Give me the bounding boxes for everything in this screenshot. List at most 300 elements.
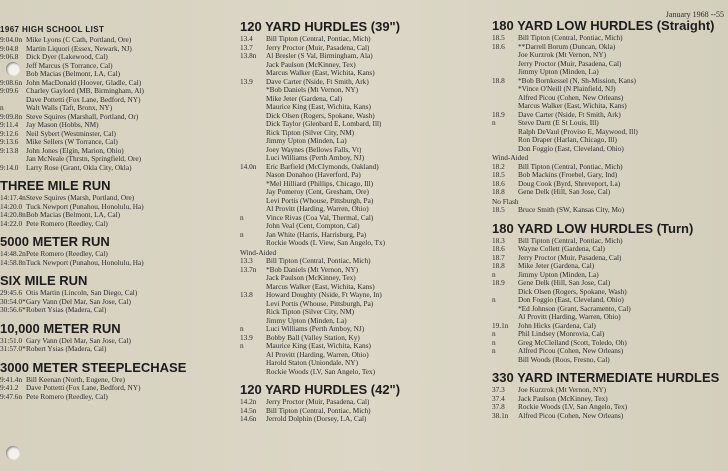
result-row <box>492 145 728 154</box>
athlete-entry: Gary Vann (Del Mar, San Jose, Cal) <box>26 297 131 306</box>
result-row <box>0 87 232 96</box>
athlete-entry: Ron Draper (Harlan, Chicago, Ill) <box>518 136 617 144</box>
athlete-entry: *Bob Bornkessel (N, Sh-Mission, Kans) <box>518 76 636 85</box>
athlete-entry: Pete Romero (Reedley, Cal) <box>26 250 108 258</box>
left-column <box>0 15 232 401</box>
result-time: 37.4 <box>492 393 505 403</box>
athlete-entry: John Hicks (Gardena, Cal) <box>518 321 596 330</box>
result-time: n <box>492 295 496 304</box>
athlete-entry: *Ed Johnson (Grant, Sacramento, Cal) <box>518 304 631 313</box>
result-row <box>492 128 728 137</box>
athlete-entry: John Jones (Elgin, Marion, Ohio) <box>26 146 124 155</box>
athlete-entry: Bobby Ball (Valley Station, Ky) <box>266 333 360 342</box>
result-time: 14:20.0 <box>0 201 23 211</box>
result-time: 37.8 <box>492 402 505 411</box>
athlete-entry: Joe Kurzrok (Mt Vernon, NY) <box>518 386 607 394</box>
result-row <box>0 194 232 203</box>
section-heading: 180 YARD LOW HURDLES (Turn) <box>492 220 694 236</box>
result-row <box>492 322 728 331</box>
athlete-entry: Don Foggio (East, Cleveland, Ohio) <box>518 144 624 153</box>
result-row <box>240 222 490 231</box>
athlete-entry: Mike Jeter (Gardena, Cal) <box>266 94 343 103</box>
athlete-entry: Jan White (Harris, Harrisburg, Pa) <box>266 230 367 239</box>
athlete-entry: Jay Pomeroy (Cent, Gresham, Ore) <box>266 188 369 196</box>
result-time: 9:14.0 <box>0 162 19 172</box>
result-row <box>492 296 728 305</box>
result-row <box>0 79 232 88</box>
result-time: 9:13.8 <box>0 145 19 155</box>
result-row <box>240 407 490 416</box>
result-row <box>240 137 490 146</box>
athlete-entry: Eric Barfield (McClymonds, Oakland) <box>266 162 379 171</box>
result-row <box>240 239 490 248</box>
result-row <box>0 376 232 385</box>
result-row <box>240 129 490 138</box>
result-row <box>240 274 490 283</box>
result-time: 18.3 <box>492 235 505 245</box>
result-time: 14.0n <box>240 161 257 171</box>
result-row <box>240 283 490 292</box>
result-time <box>240 61 266 70</box>
athlete-entry: Dave Carter (Nside, Ft Smith, Ark) <box>266 77 369 86</box>
athlete-entry: Steve Squires (Marsh, Portland, Ore) <box>26 194 135 202</box>
result-row <box>0 45 232 54</box>
result-row <box>492 136 728 145</box>
result-time <box>240 137 266 146</box>
athlete-entry: Robert Ysias (Madera, Cal) <box>26 345 107 353</box>
result-row <box>240 308 490 317</box>
result-time: 9:11.4 <box>0 120 19 129</box>
athlete-entry: Howard Doughty (Nside, Ft Wayne, In) <box>266 291 382 299</box>
athlete-entry: Jeff Marcus (S Torrance, Cal) <box>26 61 113 70</box>
result-row <box>240 163 490 172</box>
result-time <box>240 112 266 121</box>
result-row <box>492 313 728 322</box>
athlete-entry: Gene Delk (Hill, San Jose, Cal) <box>518 279 611 287</box>
result-time <box>492 85 518 94</box>
athlete-entry: Bill Keenan (North, Eugene, Ore) <box>26 375 125 384</box>
result-row <box>240 317 490 326</box>
athlete-entry: Al Bresler (S Val, Birmingham, Ala) <box>266 52 373 60</box>
section-heading: 3000 METER STEEPLECHASE <box>0 359 187 375</box>
result-row <box>492 77 728 86</box>
result-time: 18.5 <box>492 33 505 42</box>
section-heading: 5000 METER RUN <box>0 234 110 249</box>
section-heading: Wind-Aided <box>240 247 277 257</box>
result-time: 18.7 <box>492 252 505 262</box>
result-time: 13.8n <box>240 51 257 60</box>
athlete-entry: Dave Pottetti (Fox Lane, Bedford, NY) <box>26 95 141 104</box>
result-row <box>492 271 728 280</box>
result-row <box>492 386 728 395</box>
result-row <box>0 164 232 173</box>
athlete-entry: Otis Martin (Lincoln, San Diego, Cal) <box>26 289 138 297</box>
result-time: 13.4 <box>240 34 253 43</box>
athlete-entry: Marcus Walker (East, Wichita, Kans) <box>518 102 627 110</box>
result-row <box>240 112 490 121</box>
result-time: 18.6 <box>492 178 505 188</box>
result-row <box>492 347 728 356</box>
result-time <box>240 95 266 104</box>
athlete-entry: Jimmy Upton (Minden, La) <box>266 316 347 325</box>
result-row <box>492 237 728 246</box>
result-row <box>0 113 232 122</box>
result-row <box>0 384 232 393</box>
result-row <box>492 245 728 254</box>
result-row <box>492 163 728 172</box>
athlete-entry: Bill Tipton (Central, Pontiac, Mich) <box>266 35 371 43</box>
result-time: 38.1n <box>492 410 509 420</box>
result-time: 18.5 <box>492 205 505 214</box>
result-row <box>492 119 728 128</box>
result-time <box>240 274 266 283</box>
result-row <box>492 43 728 52</box>
result-row <box>0 250 232 259</box>
athlete-entry: Rick Tipton (Silver City, NM) <box>266 308 355 316</box>
athlete-entry: Bob Mackins (Froebel, Gary, Ind) <box>518 171 618 179</box>
section-heading: 120 YARD HURDLES (39") <box>240 19 401 34</box>
result-time: n <box>492 329 496 338</box>
athlete-entry: Robert Ysias (Madera, Cal) <box>26 306 107 314</box>
athlete-entry: Martin Liquori (Essex, Newark, NJ) <box>26 44 132 53</box>
athlete-entry: Harold Staton (Uniondale, NY) <box>266 359 359 367</box>
athlete-entry: Ralph DeVaul (Proviso E, Maywood, Ill) <box>518 127 638 136</box>
result-time: 14:17.4n <box>0 193 26 202</box>
result-time: 18.6 <box>492 244 505 253</box>
result-time: 9:04.0n <box>0 35 23 44</box>
result-time <box>492 305 518 314</box>
section-heading: 1967 HIGH SCHOOL LIST <box>0 25 105 34</box>
athlete-entry: Levi Portis (Whouse, Pittsburgh, Pa) <box>266 196 374 205</box>
athlete-entry: Bill Tipton (Central, Pontiac, Mich) <box>266 257 371 265</box>
athlete-entry: Bob Macias (Belmont, LA, Cal) <box>26 70 121 78</box>
result-row <box>0 53 232 62</box>
athlete-entry: Bill Tipton (Central, Pontiac, Mich) <box>266 406 371 415</box>
result-row <box>240 398 490 407</box>
result-time: 31:51.0 <box>0 335 23 345</box>
result-time <box>240 188 266 197</box>
athlete-entry: Jerrold Dolphin (Dorsey, LA, Cal) <box>266 415 367 423</box>
result-time: 13.3 <box>240 256 253 265</box>
athlete-entry: Marcus Walker (East, Wichita, Kans) <box>266 69 375 77</box>
result-time: 18.5 <box>492 170 505 179</box>
result-time: n <box>492 346 496 355</box>
result-row <box>240 291 490 300</box>
result-time: 13.8 <box>240 290 253 299</box>
athlete-entry: Pete Romero (Reedley, Cal) <box>26 392 108 401</box>
result-time <box>240 86 266 95</box>
result-row <box>492 34 728 43</box>
athlete-entry: Vince Rivas (Coa Val, Thermal, Cal) <box>266 213 374 222</box>
result-time <box>240 351 266 360</box>
result-row <box>0 70 232 79</box>
result-row <box>0 62 232 71</box>
athlete-entry: *Mel Hilliard (Phillips, Chicago, Ill) <box>266 179 374 188</box>
athlete-entry: Jerry Proctor (Muir, Pasadena, Cal) <box>266 43 370 52</box>
result-row <box>240 188 490 197</box>
result-row <box>240 266 490 275</box>
result-time <box>240 129 266 138</box>
result-row <box>0 289 232 298</box>
result-time: 19.1n <box>492 320 509 330</box>
result-time <box>240 308 266 317</box>
athlete-entry: Marcus Walker (East, Wichita, Kans) <box>266 282 375 291</box>
athlete-entry: Tuck Newport (Punahou, Honolulu, Ha) <box>26 258 144 267</box>
result-row <box>240 197 490 206</box>
result-time: 9:09.6 <box>0 86 19 95</box>
athlete-entry: Bill Tipton (Central, Pontiac, Mich) <box>518 236 623 245</box>
athlete-entry: Alfred Picou (Cohen, New Orleans) <box>518 93 624 102</box>
result-time: 18.8 <box>492 261 505 270</box>
result-row <box>240 86 490 95</box>
result-row <box>492 395 728 404</box>
result-time <box>492 136 518 145</box>
result-row <box>240 146 490 155</box>
athlete-entry: Walt Walls (Taft, Bronx, NY) <box>26 104 113 112</box>
result-time: 9:06.8 <box>0 52 19 61</box>
result-row <box>240 180 490 189</box>
result-time <box>492 51 518 60</box>
result-time <box>240 300 266 309</box>
section-heading: 10,000 METER RUN <box>0 320 121 336</box>
athlete-entry: Gary Vann (Del Mar, San Jose, Cal) <box>26 336 131 345</box>
athlete-entry: Jay Mason (Hobbs, NM) <box>26 121 99 129</box>
result-time: 18.8 <box>492 187 505 196</box>
result-row <box>492 262 728 271</box>
athlete-entry: Bill Tipton (Central, Pontiac, Mich) <box>518 34 623 42</box>
result-row <box>240 334 490 343</box>
result-time: 18.9 <box>492 109 505 119</box>
result-time: 30:54.0* <box>0 296 26 306</box>
result-row <box>0 211 232 220</box>
athlete-entry: Pete Romero (Reedley, Cal) <box>26 219 108 228</box>
result-row <box>492 254 728 263</box>
result-time: 9:09.8n <box>0 111 23 121</box>
result-row <box>0 36 232 45</box>
athlete-entry: Jack Paulson (McKinney, Tex) <box>266 274 356 282</box>
athlete-entry: Greg McClelland (Scott, Toledo, Oh) <box>518 338 627 347</box>
athlete-entry: Maurice King (East, Wichita, Kans) <box>266 103 371 111</box>
athlete-entry: Bruce Smith (SW, Kansas City, Mo) <box>518 206 625 214</box>
athlete-entry: Jimmy Upton (Minden, La) <box>518 270 599 279</box>
result-time <box>240 103 266 112</box>
athlete-entry: Tuck Newport (Punahou, Honolulu, Ha) <box>26 202 144 211</box>
section-heading: Wind-Aided <box>492 153 529 162</box>
result-time <box>492 60 518 69</box>
result-row <box>240 351 490 360</box>
athlete-entry: Jack Paulson (McKinney, Tex) <box>266 60 356 69</box>
result-row <box>492 339 728 348</box>
result-row <box>492 330 728 339</box>
result-row <box>0 121 232 130</box>
page-header: January 1968 --55 <box>665 10 724 19</box>
athlete-entry: Dick Olsen (Rogers, Spokane, Wash) <box>266 111 375 120</box>
athlete-entry: Dick Taylor (Glenbard E, Lombard, Ill) <box>266 120 382 128</box>
result-time: 31:57.0* <box>0 344 26 353</box>
result-time: n <box>240 212 244 222</box>
result-row <box>240 205 490 214</box>
result-row <box>0 259 232 268</box>
athlete-entry: Bob Macias (Belmont, LA, Cal) <box>26 211 121 219</box>
result-time <box>492 356 518 365</box>
athlete-entry: Jack Paulson (McKinney, Tex) <box>518 394 608 403</box>
athlete-entry: Alfred Picou (Cohen, New Orleans) <box>518 347 624 355</box>
result-time: 37.3 <box>492 385 505 394</box>
athlete-entry: Maurice King (East, Wichita, Kans) <box>266 342 371 350</box>
result-time: 9:47.6n <box>0 391 23 401</box>
athlete-entry: Jerry Proctor (Muir, Pasadena, Cal) <box>518 253 622 262</box>
athlete-entry: Joey Waynes (Bellows Falls, Vt) <box>266 145 362 154</box>
section-heading: No Flash <box>492 196 519 206</box>
result-row <box>240 342 490 351</box>
result-time: 14.5n <box>240 405 257 415</box>
result-row <box>492 180 728 189</box>
result-row <box>0 337 232 346</box>
result-time: 13.9 <box>240 332 253 342</box>
athlete-entry: Joe Kurzrok (Mt Vernon, NY) <box>518 51 607 59</box>
result-row <box>240 61 490 70</box>
athlete-entry: Phil Lindsey (Monrovia, Cal) <box>518 330 605 338</box>
athlete-entry: Rick Tipton (Silver City, NM) <box>266 128 355 137</box>
result-row <box>0 345 232 354</box>
result-row <box>240 171 490 180</box>
result-time: 13.9 <box>240 76 253 86</box>
result-row <box>240 368 490 377</box>
result-time <box>240 180 266 189</box>
result-row <box>240 120 490 129</box>
result-row <box>0 306 232 315</box>
punch-hole <box>6 446 20 460</box>
athlete-entry: Steve Squires (Marshall, Portland, Or) <box>26 112 139 121</box>
result-row <box>492 68 728 77</box>
result-row <box>240 69 490 78</box>
result-time: 9:04.8 <box>0 43 19 53</box>
result-row <box>492 288 728 297</box>
result-row <box>0 147 232 156</box>
athlete-entry: Levi Portis (Whouse, Pittsburgh, Pa) <box>266 299 374 308</box>
result-row <box>240 300 490 309</box>
result-time: 9:12.6 <box>0 128 19 138</box>
result-time: 14:22.0 <box>0 218 23 228</box>
result-row <box>240 78 490 87</box>
result-time: n <box>240 229 244 239</box>
result-row <box>0 393 232 402</box>
athlete-entry: Jimmy Upton (Minden, La) <box>266 137 347 145</box>
athlete-entry: Al Provitt (Harding, Warren, Ohio) <box>518 313 621 321</box>
result-time <box>0 62 26 71</box>
athlete-entry: Dick Olsen (Rogers, Spokane, Wash) <box>518 287 627 296</box>
athlete-entry: Jerry Proctor (Muir, Pasadena, Cal) <box>266 398 370 406</box>
athlete-entry: Gene Delk (Hill, San Jose, Cal) <box>518 188 611 196</box>
athlete-entry: Larry Rose (Grant, Okla City, Okla) <box>26 163 132 172</box>
athlete-entry: Don Foggio (East, Cleveland, Ohio) <box>518 296 624 304</box>
result-row <box>492 102 728 111</box>
athlete-entry: Neil Sybert (Westminster, Cal) <box>26 129 116 138</box>
result-time: 18.9 <box>492 278 505 287</box>
athlete-entry: Charley Gaylord (MB, Birmingham, Al) <box>26 87 144 95</box>
section-heading: 330 YARD INTERMEDIATE HURDLES <box>492 370 720 385</box>
result-time: 9:13.6 <box>0 137 19 146</box>
result-row <box>492 60 728 69</box>
result-row <box>240 35 490 44</box>
result-row <box>492 206 728 215</box>
result-row <box>240 44 490 53</box>
result-row <box>492 171 728 180</box>
athlete-entry: Dave Pottetti (Fox Lane, Bedford, NY) <box>26 384 141 392</box>
result-time: 14:48.2n <box>0 249 26 258</box>
result-row <box>492 51 728 60</box>
result-time: n <box>0 103 4 112</box>
athlete-entry: Rockie Woods (LV, San Angelo, Tex) <box>518 403 628 411</box>
result-row <box>240 52 490 61</box>
athlete-entry: Alfred Picou (Cohen, New Orleans) <box>518 411 624 420</box>
athlete-entry: Jimmy Upton (Minden, La) <box>518 68 599 76</box>
athlete-entry: John MacDonald (Hoover, Gladle, Cal) <box>26 78 142 87</box>
result-row <box>240 257 490 266</box>
result-time <box>492 94 518 103</box>
result-row <box>492 188 728 197</box>
section-heading: 180 YARD LOW HURDLES (Straight) <box>492 18 715 33</box>
athlete-entry: Dave Carter (Nside, Ft Smith, Ark) <box>518 110 621 119</box>
result-row <box>492 403 728 412</box>
result-row <box>240 231 490 240</box>
section-heading: SIX MILE RUN <box>0 273 88 288</box>
result-time: 9:41.4n <box>0 374 23 384</box>
athlete-entry: Rockie Woods (LV, San Angelo, Tex) <box>266 367 376 376</box>
result-row <box>492 111 728 120</box>
athlete-entry: Doug Cook (Byrd, Shreveport, La) <box>518 179 621 188</box>
athlete-entry: Jan McNeale (Thrstn, Springfield, Ore) <box>26 155 142 163</box>
result-time: n <box>492 337 496 347</box>
result-time: 18.8 <box>492 75 505 85</box>
result-row <box>0 155 232 164</box>
result-row <box>240 359 490 368</box>
result-time: n <box>492 118 496 127</box>
right-column <box>492 12 728 420</box>
result-time <box>240 146 266 155</box>
athlete-entry: **Darrell Borum (Duncan, Okla) <box>518 42 616 51</box>
result-time: n <box>240 341 244 350</box>
result-row <box>240 325 490 334</box>
result-time: 13.7n <box>240 264 257 274</box>
result-row <box>492 305 728 314</box>
result-row <box>0 220 232 229</box>
result-row <box>492 85 728 94</box>
result-time <box>240 120 266 129</box>
result-row <box>240 154 490 163</box>
result-time: 30:56.6* <box>0 305 26 314</box>
athlete-entry: Nason Donahoo (Haverford, Pa) <box>266 171 361 179</box>
athlete-entry: Mike Sellers (W Torrance, Cal) <box>26 138 118 146</box>
middle-column <box>240 13 490 424</box>
result-time: 29:45.6 <box>0 288 23 297</box>
result-time: n <box>240 324 244 333</box>
result-row <box>240 214 490 223</box>
athlete-entry: Steve Dartt (E St Louis, Ill) <box>518 119 599 127</box>
result-row <box>492 279 728 288</box>
result-time: 9:41.2 <box>0 383 19 392</box>
athlete-entry: Dick Dyer (Lakewood, Cal) <box>26 53 108 61</box>
result-time <box>492 145 518 154</box>
athlete-entry: *Vince O'Neill (N Plainfield, NJ) <box>518 85 616 93</box>
athlete-entry: Jerry Proctor (Muir, Pasadena, Cal) <box>518 59 622 68</box>
athlete-entry: John Veal (Cent, Compton, Cal) <box>266 222 360 230</box>
result-time: 14:20.8n <box>0 210 26 219</box>
result-row <box>240 95 490 104</box>
athlete-entry: Bill Tipton (Central, Pontiac, Mich) <box>518 162 623 171</box>
result-row <box>0 104 232 113</box>
athlete-entry: Al Provitt (Harding, Warren, Ohio) <box>266 350 369 359</box>
